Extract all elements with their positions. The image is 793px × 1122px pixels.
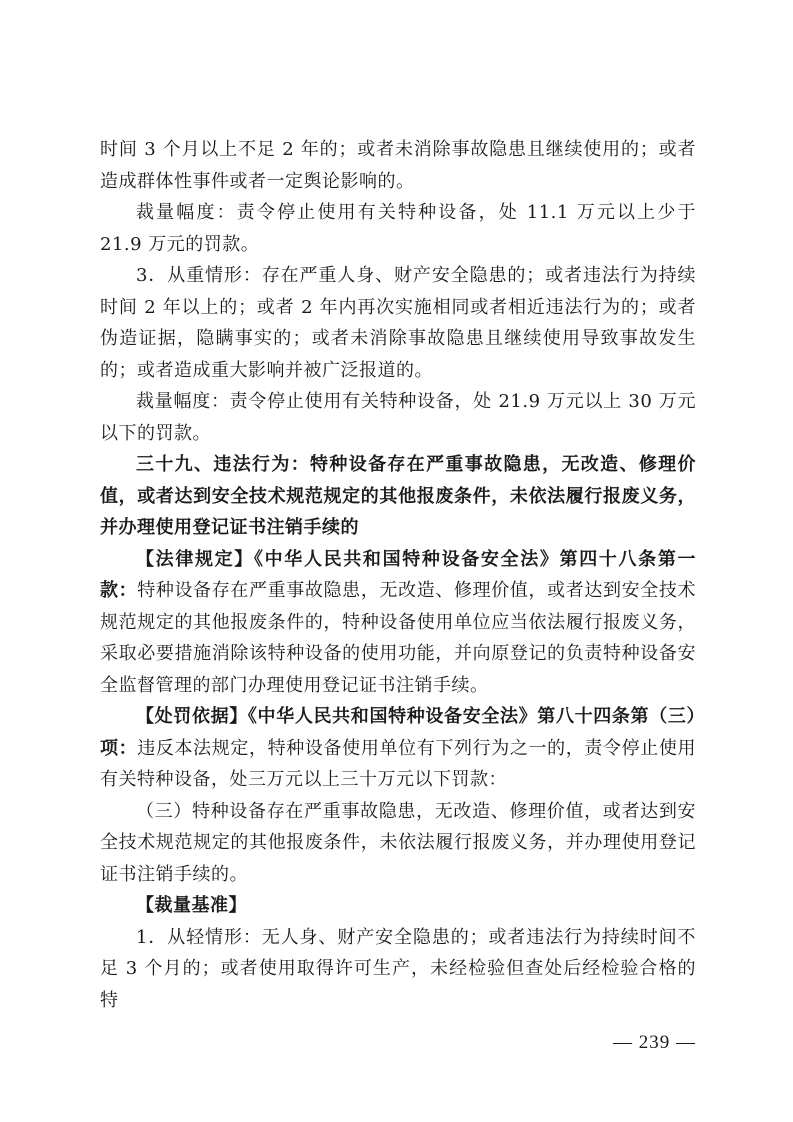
section-heading: 三十九、违法行为：特种设备存在严重事故隐患，无改造、修理价值，或者达到安全技术规范规定的其他报废条件，未依法履行报废义务，并办理使用登记证书注销手续的 bbox=[100, 454, 696, 538]
legal-provision-text: 特种设备存在严重事故隐患，无改造、修理价值，或者达到安全技术规范规定的其他报废条件的，特种设备使用单位应当依法履行报废义务，采取必要措施消除该特种设备的使用功能，并向原登记的负责特种设备安全监督管理的部门办理使用登记证书注销手续。 bbox=[100, 580, 697, 696]
page-number: — 239 — bbox=[613, 1032, 696, 1053]
penalty-basis-paragraph bbox=[100, 701, 696, 796]
paragraph-1: 时间 3 个月以上不足 2 年的；或者未消除事故隐患且继续使用的；或者造成群体性事件或者一定舆论影响的。 bbox=[100, 139, 696, 192]
paragraph-3: 3．从重情形：存在严重人身、财产安全隐患的；或者违法行为持续时间 2 年以上的；或者 2 年内再次实施相同或者相近违法行为的；或者伪造证据，隐瞒事实的；或者未消除事故隐患且继续使用导致事故发生的；或者造成重大影响并被广泛报道的。 bbox=[100, 265, 696, 381]
document-body bbox=[100, 134, 696, 1016]
paragraph-4: 裁量幅度：责令停止使用有关特种设备，处 21.9 万元以上 30 万元以下的罚款。 bbox=[100, 391, 696, 444]
paragraph-10: 1．从轻情形：无人身、财产安全隐患的；或者违法行为持续时间不足 3 个月的；或者使用取得许可生产，未经检验但查处后经检验合格的特 bbox=[100, 926, 696, 1011]
discretion-heading: 【裁量基准】 bbox=[136, 895, 247, 916]
paragraph-8: （三）特种设备存在严重事故隐患，无改造、修理价值，或者达到安全技术规范规定的其他报废条件，未依法履行报废义务，并办理使用登记证书注销手续的。 bbox=[100, 800, 696, 885]
penalty-basis-heading: 【处罚依据】《中华人民共和国特种设备安全法》第八十四条第（三）项： bbox=[100, 706, 696, 759]
penalty-basis-text: 违反本法规定，特种设备使用单位有下列行为之一的，责令停止使用有关特种设备，处三万元以上三十万元以下罚款： bbox=[100, 737, 697, 790]
legal-provision-paragraph bbox=[100, 544, 696, 702]
paragraph-2: 裁量幅度：责令停止使用有关特种设备，处 11.1 万元以上少于 21.9 万元的罚款。 bbox=[100, 202, 696, 255]
legal-provision-heading: 【法律规定】《中华人民共和国特种设备安全法》第四十八条第一款： bbox=[100, 548, 696, 601]
